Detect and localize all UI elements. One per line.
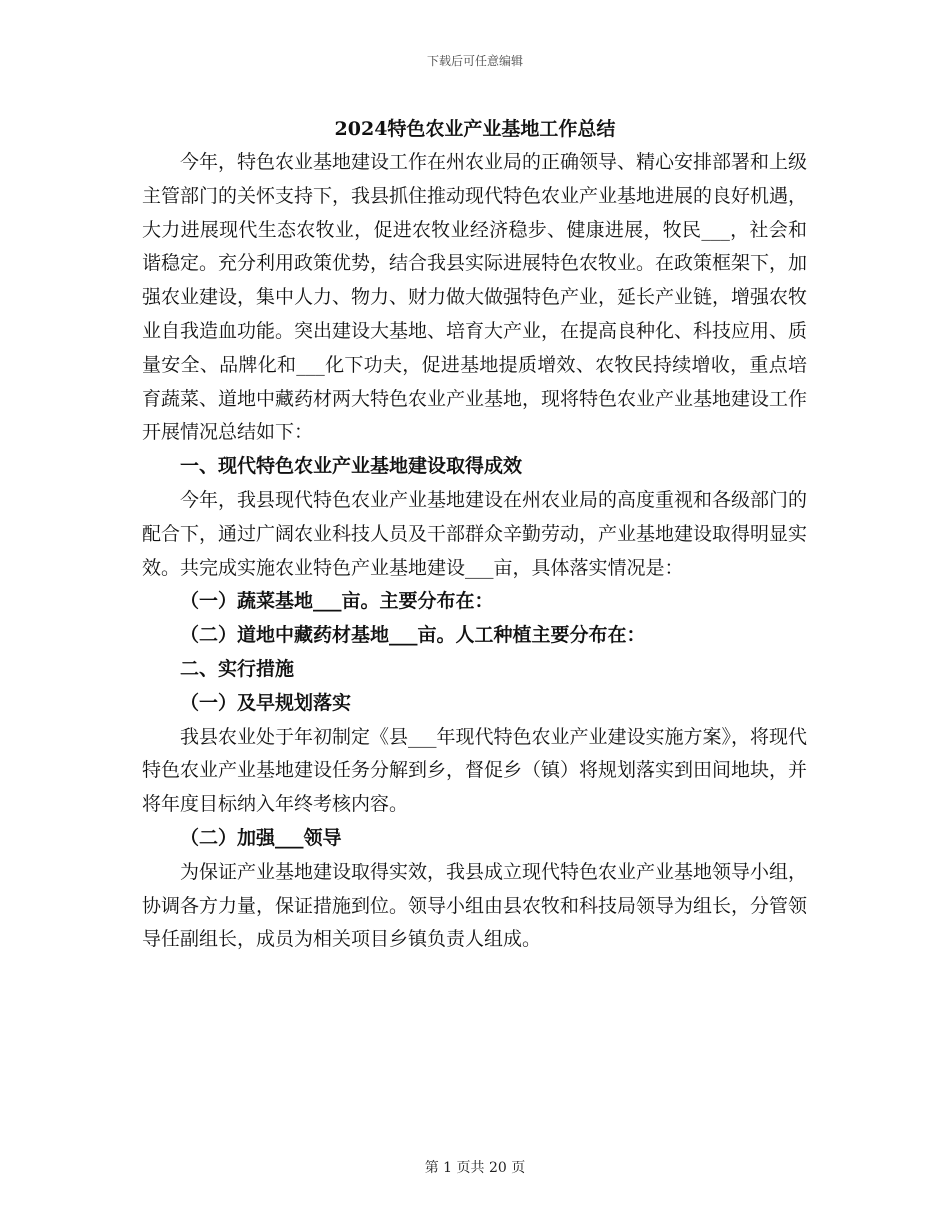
section-heading-measures: 二、实行措施 [180,657,295,680]
achievements-paragraph: 今年，我县现代特色农业产业基地建设在州农业局的高度重视和各级部门的配合下，通过广阔农业科技人员及干部群众辛勤劳动，产业基地建设取得明显实效。共完成实施农业特色产业基地建设___亩，具体落实情况是： [142,488,808,579]
section-heading-achievements: 一、现代特色农业产业基地建设取得成效 [180,455,523,478]
leadership-paragraph: 为保证产业基地建设取得实效，我县成立现代特色农业产业基地领导小组，协调各方力量，保证措施到位。领导小组由县农牧和科技局领导为组长，分管领导任副组长，成员为相关项目乡镇负责人组成。 [142,860,808,951]
subheading-early-planning: （一）及早规划落实 [180,691,352,714]
intro-paragraph: 今年，特色农业基地建设工作在州农业局的正确领导、精心安排部署和上级主管部门的关怀支持下，我县抓住推动现代特色农业产业基地进展的良好机遇，大力进展现代生态农牧业，促进农牧业经济稳步、健康进展，牧民___，社会和谐稳定。充分利用政策优势，结合我县实际进展特色农牧业。在政策框架下，加强农业建设，集中人力、物力、财力做大做强特色产业，延长产业链，增强农牧业自我造血功能。突出建设大基地、培育大产业，在提高良种化、科技应用、质量安全、品牌化和___化下功夫，促进基地提质增效、农牧民持续增收，重点培育蔬菜、道地中藏药材两大特色农业产业基地，现将特色农业产业基地建设工作开展情况总结如下： [142,151,808,444]
page-number: 第 1 页共 20 页 [424,1160,526,1176]
planning-paragraph: 我县农业处于年初制定《县___年现代特色农业产业建设实施方案》，将现代特色农业产业基地建设任务分解到乡，督促乡（镇）将规划落实到田间地块，并将年度目标纳入年终考核内容。 [142,725,808,816]
document-title: 2024特色农业产业基地工作总结 [334,118,616,140]
subheading-medicinal-base: （二）道地中藏药材基地___亩。人工种植主要分布在： [180,624,646,647]
document-body [142,146,807,957]
page-header-note: 下载后可任意编辑 [426,54,523,68]
subheading-vegetable-base: （一）蔬菜基地___亩。主要分布在： [180,590,494,613]
subheading-leadership: （二）加强___领导 [180,826,342,849]
